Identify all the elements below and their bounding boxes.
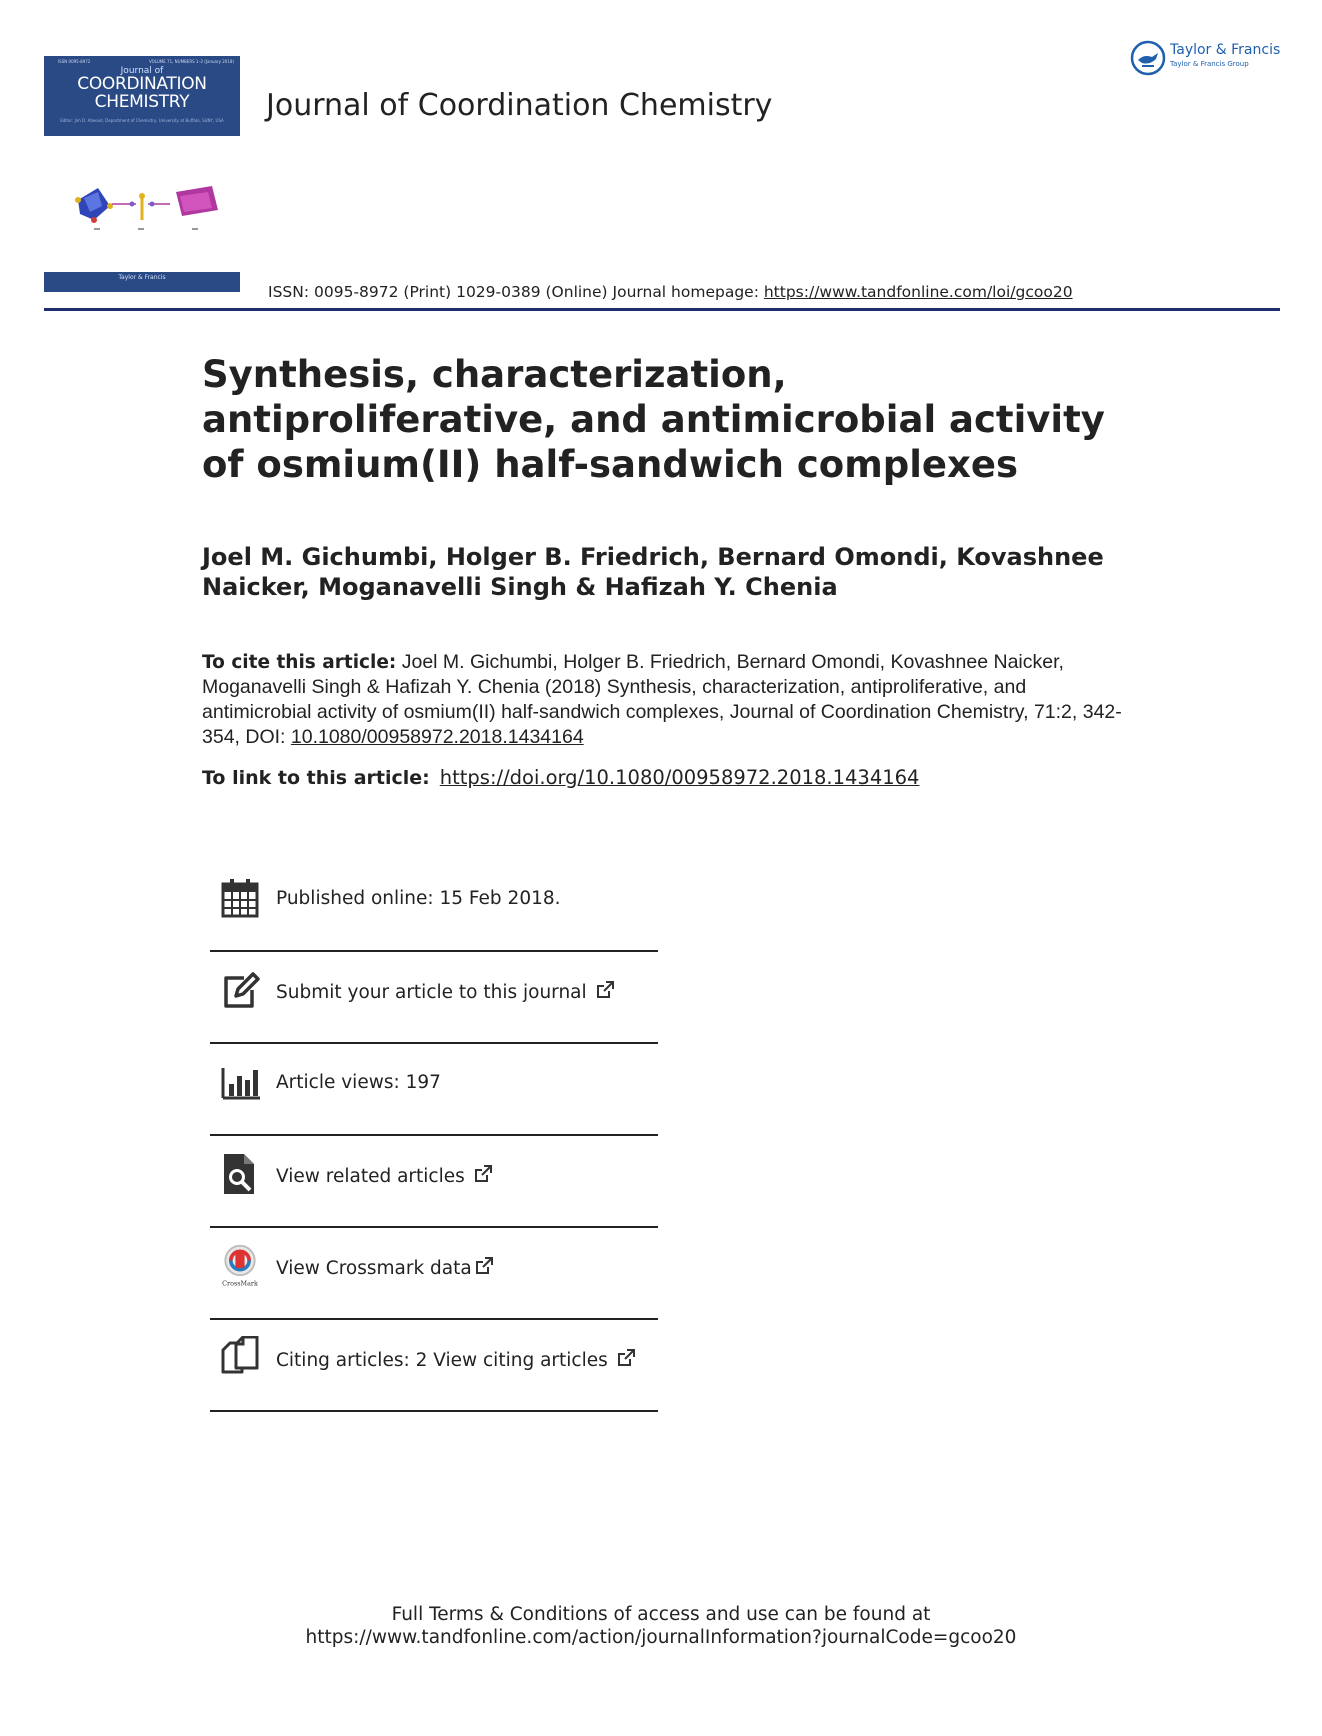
submit-article-label: Submit your article to this journal (276, 982, 587, 1003)
view-crossmark-label: View Crossmark data (276, 1258, 472, 1279)
external-link-icon (473, 1164, 493, 1184)
publisher-lamp-icon (1130, 40, 1166, 76)
issn-line (268, 283, 1073, 301)
article-title: Synthesis, characterization, antiproliferative, and antimicrobial activity of osmium(II) half-sandwich complexes (202, 353, 1105, 486)
cover-publisher-band: Taylor & Francis (44, 272, 240, 292)
published-date: Published online: 15 Feb 2018. (276, 888, 561, 909)
submit-article-link[interactable] (276, 980, 615, 1003)
citation-block (202, 650, 1122, 750)
article-doi-url-link[interactable]: https://doi.org/10.1080/00958972.2018.1434164 (439, 766, 920, 789)
crossmark-logo-text: CrossMark (222, 1279, 258, 1288)
views-row (210, 1044, 658, 1136)
doi-link[interactable]: 10.1080/00958972.2018.1434164 (290, 726, 584, 748)
bar-chart-icon (220, 1060, 260, 1104)
publisher-logo-text: Taylor & Francis (1170, 42, 1281, 58)
edit-icon (220, 968, 260, 1012)
issn-text: ISSN: 0095-8972 (Print) 1029-0389 (Online) Journal homepage: (268, 283, 764, 301)
cover-journal-of: Journal of (120, 66, 164, 76)
cite-label: To cite this article: (202, 652, 397, 673)
cover-top-small-text (58, 59, 234, 64)
journal-cover-thumbnail (44, 56, 240, 292)
copy-documents-icon (220, 1336, 260, 1380)
header-divider (44, 308, 1280, 311)
article-link-line (202, 766, 919, 789)
cover-volume-small: VOLUME 71, NUMBERS 1–2 (January 2018) (149, 59, 234, 64)
cover-molecule-illustration (72, 176, 222, 246)
citing-articles-link[interactable] (276, 1348, 636, 1371)
view-crossmark-link[interactable] (276, 1256, 494, 1279)
citing-articles-label: Citing articles: 2 View citing articles (276, 1350, 608, 1371)
external-link-icon (474, 1256, 494, 1276)
crossmark-row[interactable] (210, 1228, 658, 1320)
journal-homepage-link[interactable]: https://www.tandfonline.com/loi/gcoo20 (763, 283, 1073, 301)
terms-footer-url[interactable]: https://www.tandfonline.com/action/journalInformation?journalCode=gcoo20 (305, 1627, 1017, 1648)
cover-editor-small: Editor: Jim D. Atwood, Department of Chemistry, University at Buffalo, SUNY, USA (60, 118, 224, 123)
cover-coordination: COORDINATION (77, 74, 207, 94)
link-label: To link to this article: (202, 767, 430, 789)
citing-row[interactable] (210, 1320, 658, 1412)
external-link-icon (616, 1348, 636, 1368)
document-search-icon (220, 1152, 260, 1196)
crossmark-icon (220, 1244, 260, 1288)
article-info-list (210, 860, 658, 1412)
calendar-icon (220, 876, 260, 920)
journal-name: Journal of Coordination Chemistry (266, 88, 773, 123)
terms-footer-line1: Full Terms & Conditions of access and use can be found at (391, 1604, 931, 1625)
article-views: Article views: 197 (276, 1072, 441, 1093)
article-authors: Joel M. Gichumbi, Holger B. Friedrich, Bernard Omondi, Kovashnee Naicker, Moganavelli Singh & Hafizah Y. Chenia (202, 543, 1104, 601)
external-link-icon (595, 980, 615, 1000)
cite-text: Joel M. Gichumbi, Holger B. Friedrich, Bernard Omondi, Kovashnee Naicker, Moganavelli Singh & Hafizah Y. Chenia (2018) Synthesis, characterization, antiproliferative, and antimicrobial activity of osmium(II) half-sandwich complexes, Journal of Coordination Chemistry, 71:2, 342-354, DOI: (202, 651, 1122, 748)
view-related-articles-link[interactable] (276, 1164, 493, 1187)
submit-row[interactable] (210, 952, 658, 1044)
published-row (210, 860, 658, 952)
taylor-francis-logo (1130, 38, 1290, 78)
publisher-logo-subtext: Taylor & Francis Group (1170, 60, 1249, 68)
view-related-articles-label: View related articles (276, 1166, 465, 1187)
cover-chemistry: CHEMISTRY (94, 92, 190, 112)
related-row[interactable] (210, 1136, 658, 1228)
cover-issn-small: ISSN 0095-8972 (58, 59, 91, 64)
